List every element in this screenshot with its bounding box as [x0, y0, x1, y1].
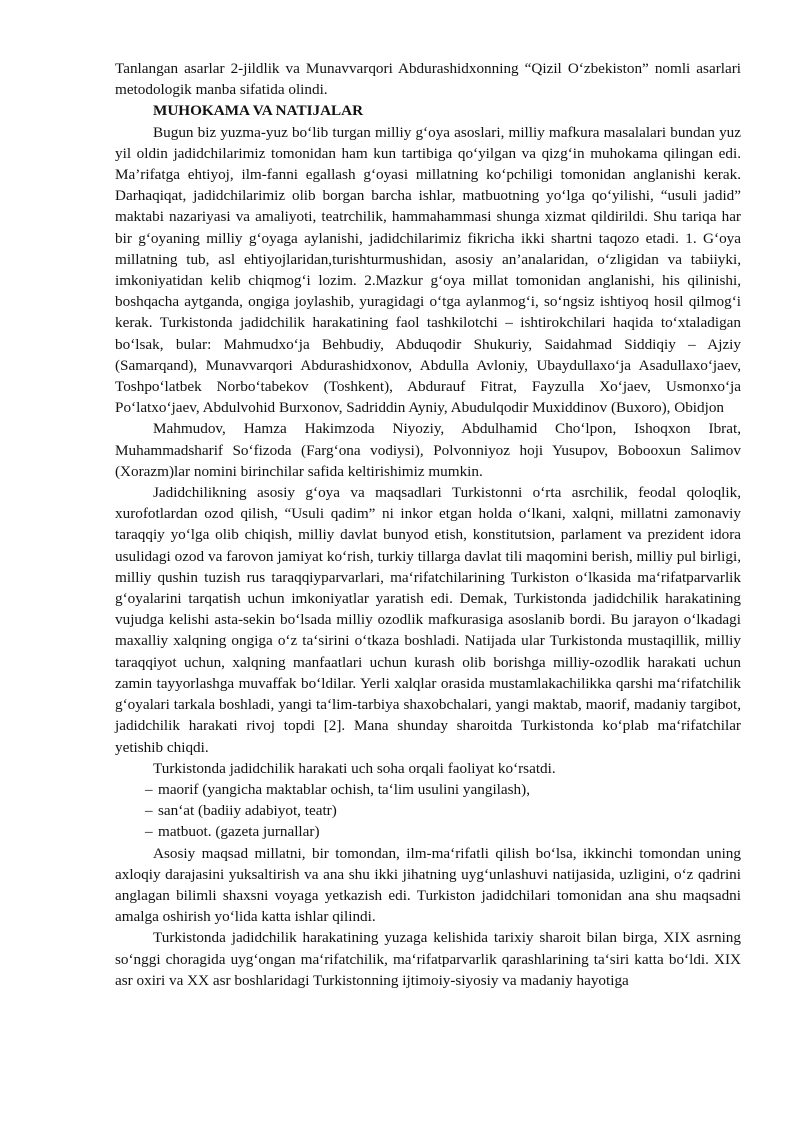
list-item-text: san‘at (badiiy adabiyot, teatr): [158, 802, 337, 820]
paragraph-2: Mahmudov, Hamza Hakimzoda Niyoziy, Abdulhamid Cho‘lpon, Ishoqxon Ibrat, Muhammadsharif So‘fizoda (Farg‘ona vodiysi), Polvonniyoz hoji Yusupov, Bobooxun Salimov (Xorazm)lar nomini birinchilar safida keltirishimiz mumkin.: [115, 420, 741, 480]
section-heading: MUHOKAMA VA NATIJALAR: [153, 102, 364, 120]
activity-list: [115, 779, 741, 843]
paragraph-4: Turkistonda jadidchilik harakati uch soha orqali faoliyat ko‘rsatdi.: [153, 759, 556, 777]
paragraph-5: Asosiy maqsad millatni, bir tomondan, ilm-ma‘rifatli qilish bo‘lsa, ikkinchi tomondan uning axloqiy darajasini yuksaltirish va ana shu ikki jihatning uyg‘unlashuvi natijasida, uzligini, o‘z qadrini anglagan bilimli shaxsni voyaga yetkazish edi. Turkiston jadidchilari tomonidan ana shu maqsadni amalga oshirish yo‘lida katta ishlar qilindi.: [115, 844, 741, 926]
bullet-dash: –: [145, 802, 153, 820]
intro-paragraph: Tanlangan asarlar 2-jildlik va Munavvarqori Abdurashidxonning “Qizil O‘zbekiston” nomli asarlari metodologik manba sifatida olindi.: [115, 60, 741, 99]
list-item: [145, 800, 741, 821]
list-item-text: matbuot. (gazeta jurnallar): [158, 823, 320, 841]
paragraph-6: Turkistonda jadidchilik harakatining yuzaga kelishida tarixiy sharoit bilan birga, XIX asrning so‘nggi choragida uyg‘ongan ma‘rifatchilik, ma‘rifatparvarlik qarashlarining ta‘siri katta bo‘ldi. XIX asr oxiri va XX asr boshlaridagi Turkistonning ijtimoiy-siyosiy va madaniy hayotiga: [115, 929, 741, 989]
list-item: [145, 821, 741, 842]
bullet-dash: –: [145, 823, 153, 841]
paragraph-3: Jadidchilikning asosiy g‘oya va maqsadlari Turkistonni o‘rta asrchilik, feodal qoloqlik, xurofotlardan ozod qilish, “Usuli qadim” ni inkor etgan holda o‘lkani, xalqni, millatni zamonaviy taraqqiy yo‘lga olib chiqish, milliy davlat bunyod etish, konstitutsion, parlament va prezident idora usulidagi ozod va farovon jamiyat ko‘rish, turkiy tillarga davlat tili maqomini berish, milliy pul birligi, milliy qushin tuzish rus taraqqiyparvarlari, ma‘rifatchilarining Turkiston o‘lkasida ma‘rifatparvarlik g‘oyalarini tarqatish uchun imkoniyatlar yaratish edi. Demak, Turkistonda jadidchilik harakatining vujudga kelishi asta-sekin bo‘lsada milliy ozodlik mafkurasiga asoslanib bordi. Bu jarayon o‘lkadagi maxalliy xalqning ongiga o‘z ta‘sirini o‘tkaza boshladi. Natijada ular Turkistonda mustaqillik, milliy taraqqiyot uchun, xalqning manfaatlari uchun kurash olib borishga milliy-ozodlik harakati uchun zamin tayyorlashga muvaffak bo‘ldilar. Yerli xalqlar orasida mustamlakachilikka qarshi ma‘rifatchilik g‘oyalari tarkala boshladi, yangi ta‘lim-tarbiya shaxobchalari, yangi maktab, maorif, madaniy targibot, jadidchilik harakati rivoj topdi [2]. Mana shunday sharoitda Turkistonda ko‘plab ma‘rifatchilar yetishib chiqdi.: [115, 484, 741, 756]
document-page: [115, 58, 741, 991]
bullet-dash: –: [145, 780, 153, 798]
paragraph-1: Bugun biz yuzma-yuz bo‘lib turgan milliy g‘oya asoslari, milliy mafkura masalalari bundan yuz yil oldin jadidchilarimiz tomonidan ham kun tartibiga qo‘yilgan va qizg‘in muhokama qilingan edi. Ma’rifatga ehtiyoj, ilm-fanni egallash g‘oyasi millatning ko‘pchiligi tomonidan anglanishi kerak. Darhaqiqat, jadidchilarimiz olib borgan barcha ishlar, matbuotning yo‘lga qo‘yilishi, “usuli jadid” maktabi nazariyasi va amaliyoti, teatrchilik, hammahammasi shunga xizmat qildirildi. Shu tariqa har bir g‘oyaning milliy g‘oyaga aylanishi, jadidchilarimiz fikricha ikki shartni taqozo etadi. 1. G‘oya millatning tub, asl ehtiyojlaridan,turishturmushidan, asosiy an’analaridan, o‘zligidan va tabiiyki, imkoniyatidan kelib chiqmog‘i lozim. 2.Mazkur g‘oya millat tomonidan anglanishi, his qilinishi, boshqacha aytganda, ongiga joylashib, yuragidagi o‘tga aylanmog‘i, so‘ngsiz ishtiyoq hosil qilmog‘i kerak. Turkistonda jadidchilik harakatining faol tashkilotchi – ishtirokchilari haqida to‘xtaladigan bo‘lsak, bular: Mahmudxo‘ja Behbudiy, Abduqodir Shukuriy, Saidahmad Siddiqiy – Ajziy (Samarqand), Munavvarqori Abdurashidxonov, Abdulla Avloniy, Ubaydullaxo‘ja Asadullaxo‘jaev, Toshpo‘latbek Norbo‘tabekov (Toshkent), Abdurauf Fitrat, Fayzulla Xo‘jaev, Usmonxo‘ja Po‘latxo‘jaev, Abdulvohid Burxonov, Sadriddin Ayniy, Abudulqodir Muxiddinov (Buxoro), Obidjon: [115, 123, 741, 417]
list-item-text: maorif (yangicha maktablar ochish, ta‘lim usulini yangilash),: [158, 780, 530, 798]
list-item: [145, 779, 741, 800]
